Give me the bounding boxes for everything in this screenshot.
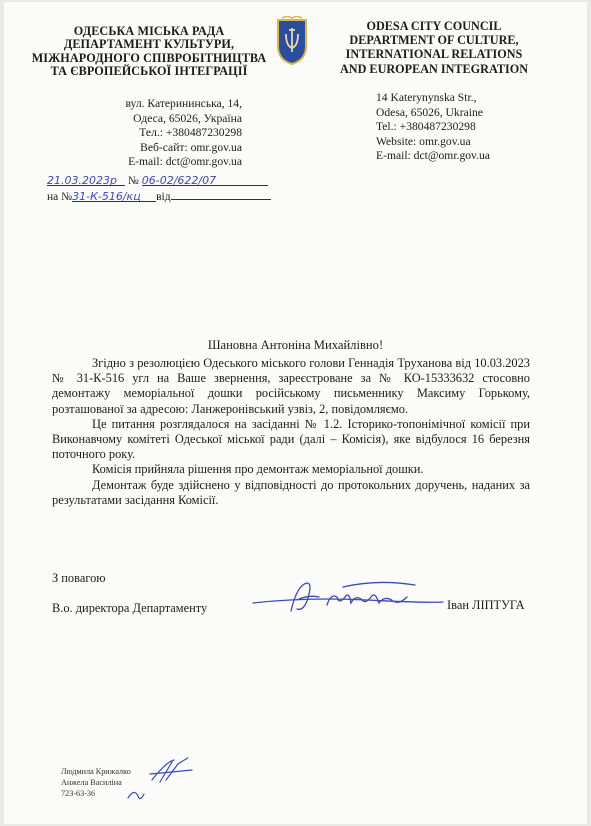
letterhead-left-address xyxy=(64,97,242,170)
outgoing-number-field xyxy=(142,174,268,186)
letterhead-right-org xyxy=(334,19,534,76)
address-line: Website: omr.gov.ua xyxy=(376,134,471,148)
from-label: від xyxy=(156,191,171,203)
handwritten-initials-icon xyxy=(122,754,202,806)
org-line: INTERNATIONAL RELATIONS xyxy=(345,47,523,62)
closing: З повагою xyxy=(52,571,106,585)
org-line: ODESA CITY COUNCIL xyxy=(366,19,502,33)
executor-footer xyxy=(61,766,131,799)
signer-position: В.о. директора Департаменту xyxy=(52,601,208,615)
address-line: E-mail: dct@omr.gov.ua xyxy=(376,149,490,163)
address-line: вул. Катерининська, 14, xyxy=(125,97,242,110)
greeting: Шановна Антоніна Михайлівно! xyxy=(207,338,384,352)
org-line: МІЖНАРОДНОГО СПІВРОБІТНИЦТВА xyxy=(31,50,267,65)
handwritten-number: 06-02/622/07 xyxy=(141,174,217,187)
letter-page xyxy=(4,2,587,824)
letterhead-right-address xyxy=(376,91,536,164)
reference-field xyxy=(72,190,156,202)
address-line: 14 Katerynynska Str., xyxy=(376,91,477,104)
date-field xyxy=(47,174,125,186)
registration-incoming-line xyxy=(47,188,271,204)
handwritten-reference: 31-К-516/кц xyxy=(72,190,141,203)
org-line: AND EUROPEAN INTEGRATION xyxy=(339,61,529,76)
body-paragraph: Це питання розглядалося на засіданні № 1.2. Історико-топонімічної комісії при Виконавчому комітеті Одеської міської ради (далі – Комісія), яке відбулося 16 березня поточного року. xyxy=(52,416,530,462)
registration-block xyxy=(47,174,271,204)
handwritten-signature-icon xyxy=(247,575,447,620)
address-line: Одеса, 65026, Україна xyxy=(133,111,242,125)
executor-name: Людмила Крижалко xyxy=(61,767,131,776)
address-line: Тел.: +380487230298 xyxy=(139,126,242,140)
letter-body xyxy=(52,356,530,508)
reply-to-label: на № xyxy=(47,191,73,203)
signer-name: Іван ЛІПТУГА xyxy=(447,598,525,612)
executor-name: Анжела Василіна xyxy=(61,778,122,787)
address-line: Tel.: +380487230298 xyxy=(376,120,476,134)
body-paragraph: Згідно з резолюцією Одеського міського голови Геннадія Труханова від 10.03.2023 № 31-К-516 угл на Ваше звернення, зареєстроване за № КО-15333632 стосовно демонтажу меморіальної дошки російському письменнику Максиму Горькому, розташованої за адресою: Ланжеронівський узвіз, 2, повідомляємо. xyxy=(52,356,530,416)
letterhead-left-org xyxy=(24,25,274,78)
address-line: Веб-сайт: omr.gov.ua xyxy=(140,140,242,154)
org-line: ТА ЄВРОПЕЙСЬКОЇ ІНТЕГРАЦІЇ xyxy=(50,63,248,78)
org-line: ОДЕСЬКА МІСЬКА РАДА xyxy=(73,24,225,38)
address-line: E-mail: dct@omr.gov.ua xyxy=(128,155,242,169)
body-paragraph: Демонтаж буде здійснено у відповідності до протокольних доручень, наданих за результатами засідання Комісії. xyxy=(52,477,530,507)
odesa-coat-of-arms-icon xyxy=(274,16,310,66)
org-line: ДЕПАРТАМЕНТ КУЛЬТУРИ, xyxy=(63,37,235,52)
reference-date-field xyxy=(171,188,271,200)
number-label: № xyxy=(127,175,139,187)
org-line: DEPARTMENT OF CULTURE, xyxy=(349,33,519,48)
address-line: Odesa, 65026, Ukraine xyxy=(376,105,483,119)
registration-outgoing-line xyxy=(47,174,271,188)
handwritten-date: 21.03.2023р xyxy=(47,174,117,187)
body-paragraph: Комісія прийняла рішення про демонтаж меморіальної дошки. xyxy=(92,462,424,477)
executor-phone: 723-63-36 xyxy=(61,789,96,798)
